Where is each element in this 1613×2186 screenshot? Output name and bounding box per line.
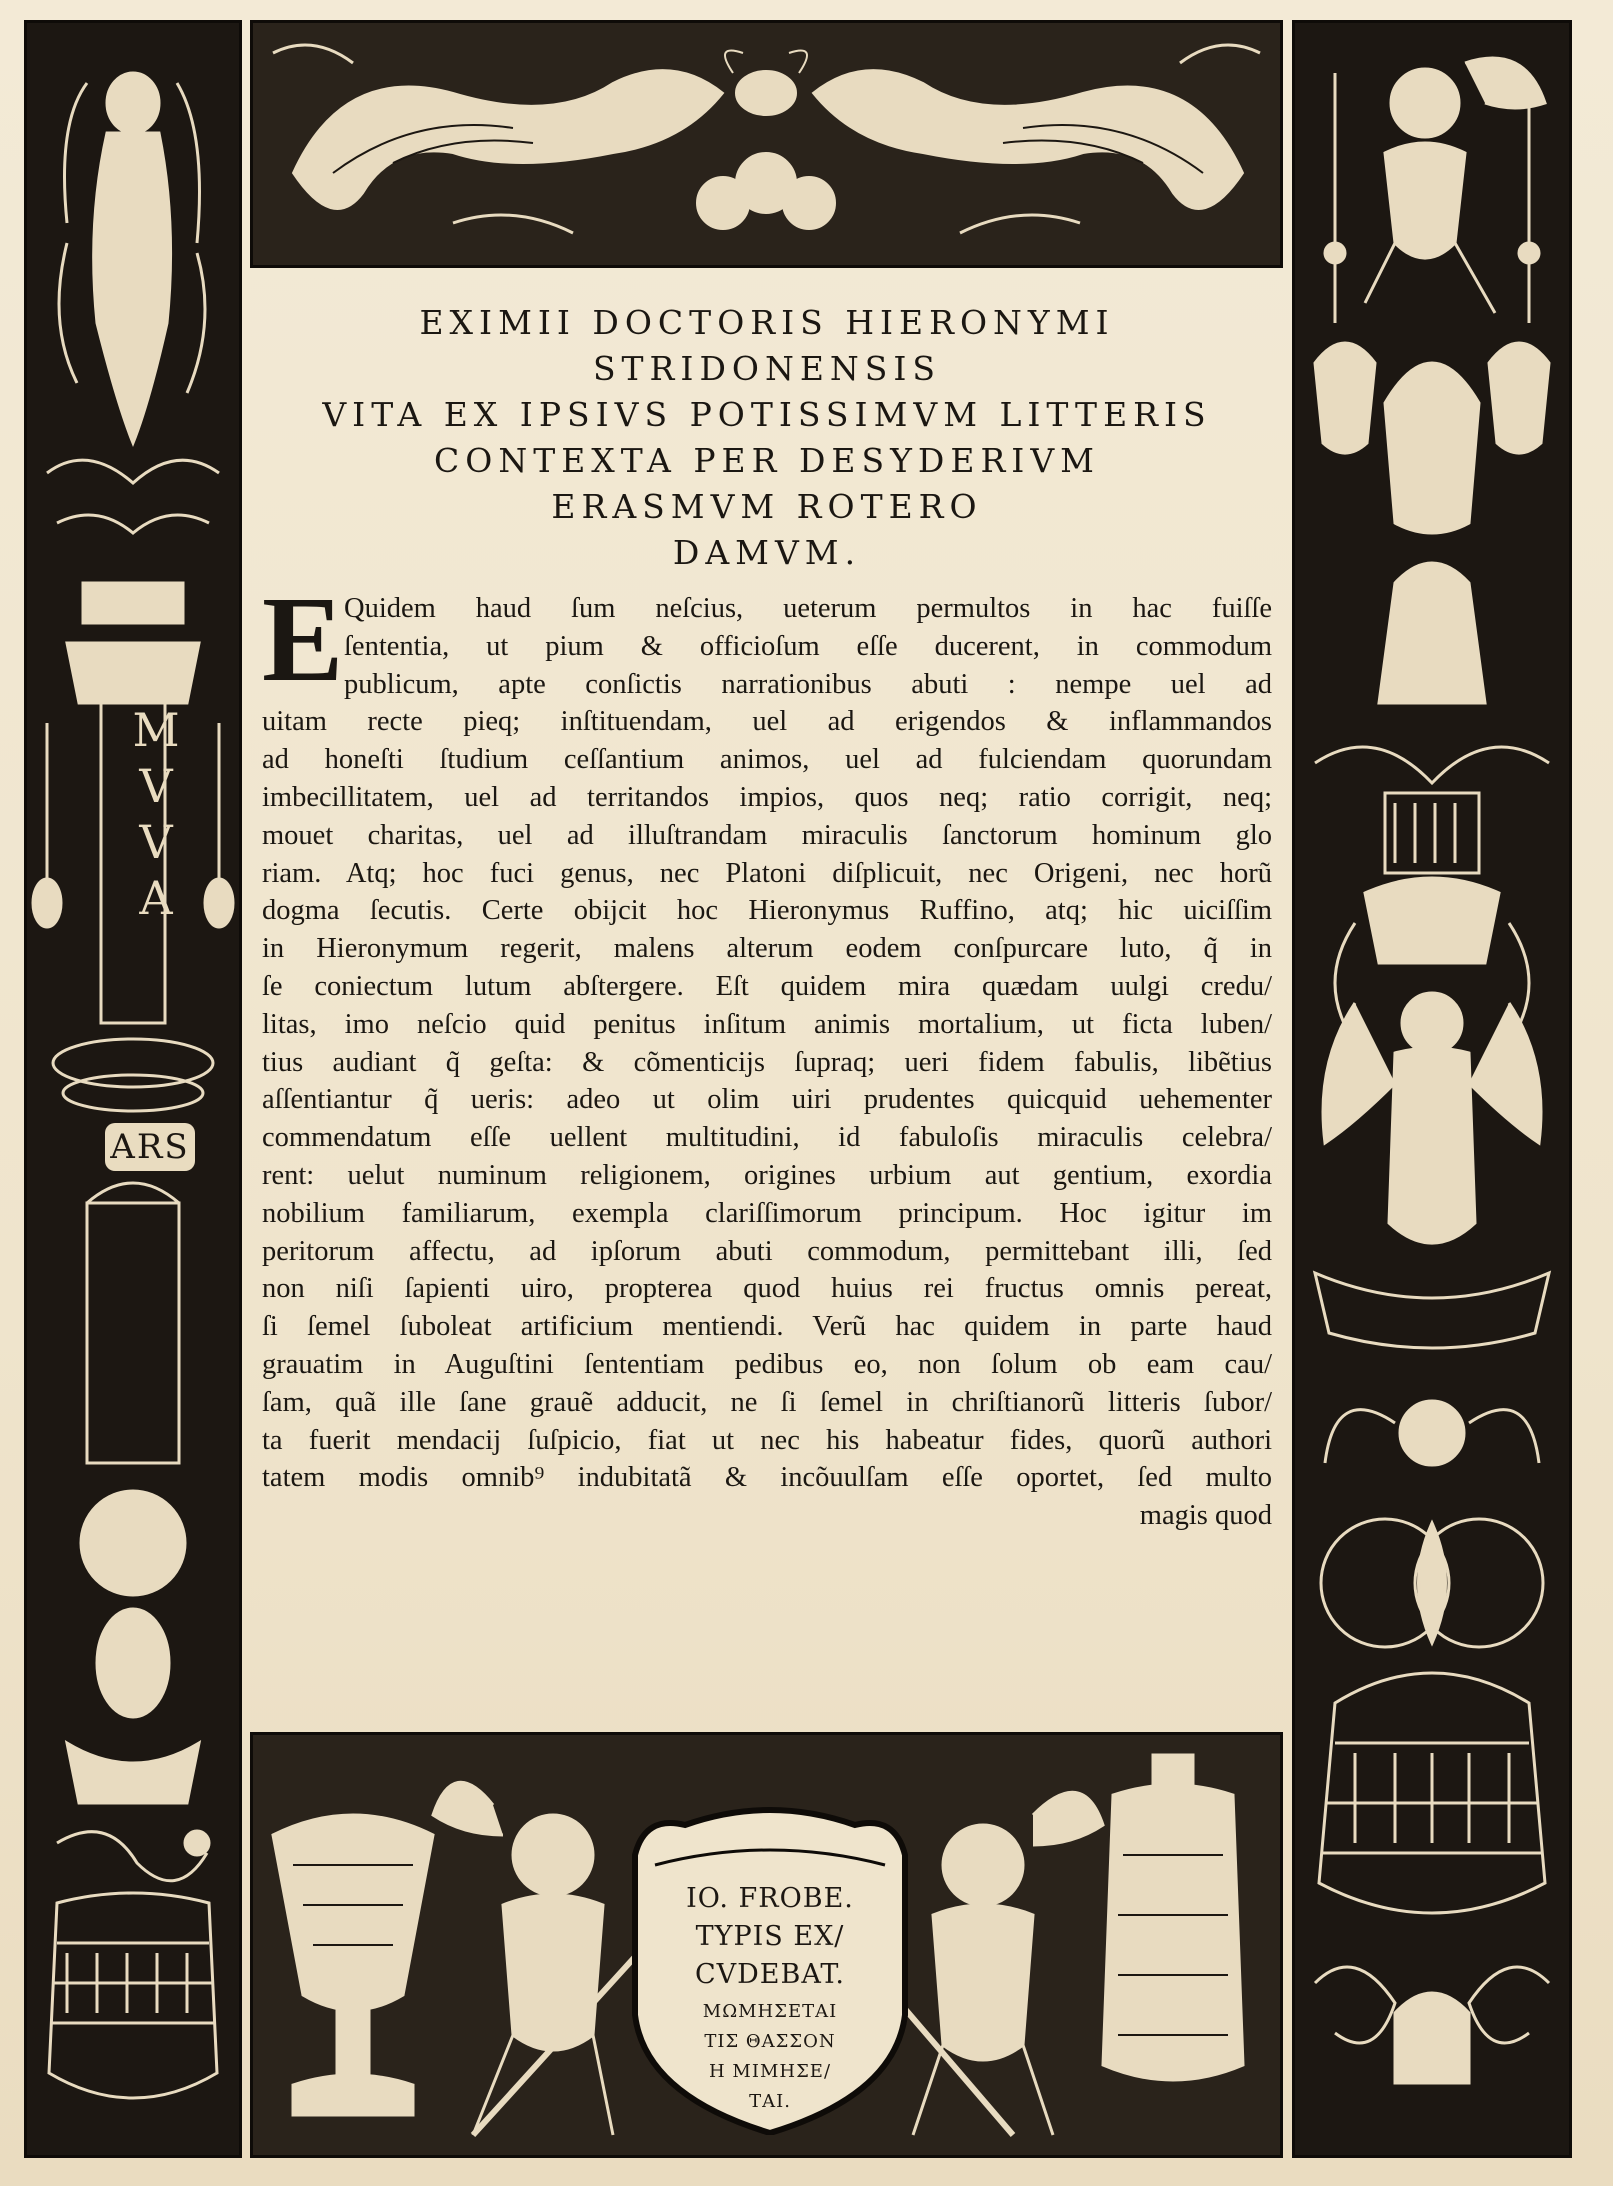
body-line: peritorum affectu, ad ipſorum abuti commodum, permittebant illi, ſed xyxy=(262,1235,1272,1267)
title-line: EXIMII DOCTORIS HIERONYMI STRIDONENSIS xyxy=(419,303,1115,388)
printer-shield xyxy=(625,1805,915,2135)
colophon-greek-line: Η ΜΙΜΗΣΕ/ xyxy=(708,2061,832,2082)
right-woodcut-border xyxy=(1292,20,1572,2158)
body-line: ta fuerit mendacij ſuſpicio, fiat ut nec his habeatur fides, quorũ authori xyxy=(262,1424,1272,1456)
body-line: Quidem haud ſum neſcius, ueterum permultos in hac fuiſſe xyxy=(344,593,1272,624)
body-line: ſe coniectum lutum abſtergere. Eſt quidem mira quædam uulgi credu/ xyxy=(262,970,1272,1002)
body-line: imbecillitatem, uel ad territandos impios, quos neq; ratio corrigit, neq; xyxy=(262,781,1272,813)
left-border-ornament xyxy=(27,23,239,2155)
body-line: mouet charitas, uel ad illuſtrandam miraculis ſanctorum hominum glo xyxy=(262,819,1272,851)
column-inscription-muva: MVVA xyxy=(129,703,183,927)
bottom-woodcut-border xyxy=(250,1732,1283,2158)
colophon-greek-line: ΤΑΙ. xyxy=(749,2091,791,2112)
colophon-greek-line: ΜΩΜΗΣΕΤΑΙ xyxy=(702,2001,838,2022)
right-border-ornament xyxy=(1295,23,1569,2155)
title-line: DAMVM. xyxy=(672,533,862,572)
text-block xyxy=(262,300,1272,1720)
body-line: uitam recte pieq; inſtituendam, uel ad erigendos & inflammandos xyxy=(262,706,1272,738)
body-line: ad honeſti ſtudium ceſſantium animos, uel ad fulciendam quorundam xyxy=(262,744,1272,776)
body-line: commendatum eſſe uellent multitudini, id fabuloſis miraculis celebra/ xyxy=(262,1122,1272,1154)
colophon-printer-line: CVDEBAT. xyxy=(694,1959,845,1990)
title-line: CONTEXTA PER DESYDERIVM xyxy=(434,441,1100,480)
colophon-printer-line: IO. FROBE. xyxy=(686,1883,854,1914)
body-line: ſententia, ut pium & officioſum eſſe ducerent, in commodum xyxy=(344,630,1272,662)
body-line: ſam, quã ille ſane grauẽ adducit, ne ſi ſemel in chriſtianorũ litteris ſubor/ xyxy=(262,1386,1272,1418)
body-text xyxy=(262,572,1272,1535)
body-line: tius audiant q̃ geſta: & cõmenticijs ſupraq; ueri fidem fabulis, libẽtius xyxy=(262,1046,1272,1078)
body-line: rent: uelut numinum religionem, origines urbium aut gentium, exordia xyxy=(262,1159,1272,1191)
body-line: publicum, apte conſictis narrationibus abuti : nempe uel ad xyxy=(344,668,1272,700)
body-line: dogma ſecutis. Certe obijcit hoc Hieronymus Ruffino, atq; hic uiciſſim xyxy=(262,895,1272,927)
body-line: grauatim in Auguſtini ſententiam pedibus eo, non ſolum ob eam cau/ xyxy=(262,1348,1272,1380)
catchword-line: magis quod xyxy=(1139,1500,1272,1532)
body-line: riam. Atq; hoc fuci genus, nec Platoni diſplicuit, nec Origeni, nec horũ xyxy=(262,857,1272,889)
top-woodcut-border xyxy=(250,20,1283,268)
body-line: non niſi ſapienti uiro, propterea quod huius rei fructus omnis pereat, xyxy=(262,1273,1272,1305)
title-line: VITA EX IPSIVS POTISSIMVM LITTERIS xyxy=(322,395,1212,434)
body-line: nobilium familiarum, exempla clariſſimorum principum. Hoc igitur im xyxy=(262,1197,1272,1229)
body-line: in Hieronymum regerit, malens alterum eodem conſpurcare luto, q̃ in xyxy=(262,933,1272,965)
body-line: litas, imo neſcio quid penitus inſitum animis mortalium, ut ficta luben/ xyxy=(262,1008,1272,1040)
colophon-greek-line: ΤΙΣ ΘΑΣΣΟΝ xyxy=(704,2031,836,2052)
column-inscription-ars: ARS xyxy=(105,1123,195,1171)
page-title xyxy=(262,300,1272,576)
colophon-printer-line: TYPIS EX/ xyxy=(695,1921,845,1952)
drop-cap: E xyxy=(262,572,344,707)
body-line: tatem modis omnib⁹ indubitatã & incõuulſam eſſe oportet, ſed multo xyxy=(262,1462,1272,1494)
body-line: aſſentiantur q̃ ueris: adeo ut olim uiri prudentes quicquid uehementer xyxy=(262,1084,1272,1116)
left-woodcut-border xyxy=(24,20,242,2158)
body-line: ſi ſemel ſuboleat artificium mentiendi. Verũ hac quidem in parte haud xyxy=(262,1311,1272,1343)
title-line: ERASMVM ROTERO xyxy=(551,487,983,526)
top-border-ornament xyxy=(253,23,1280,265)
